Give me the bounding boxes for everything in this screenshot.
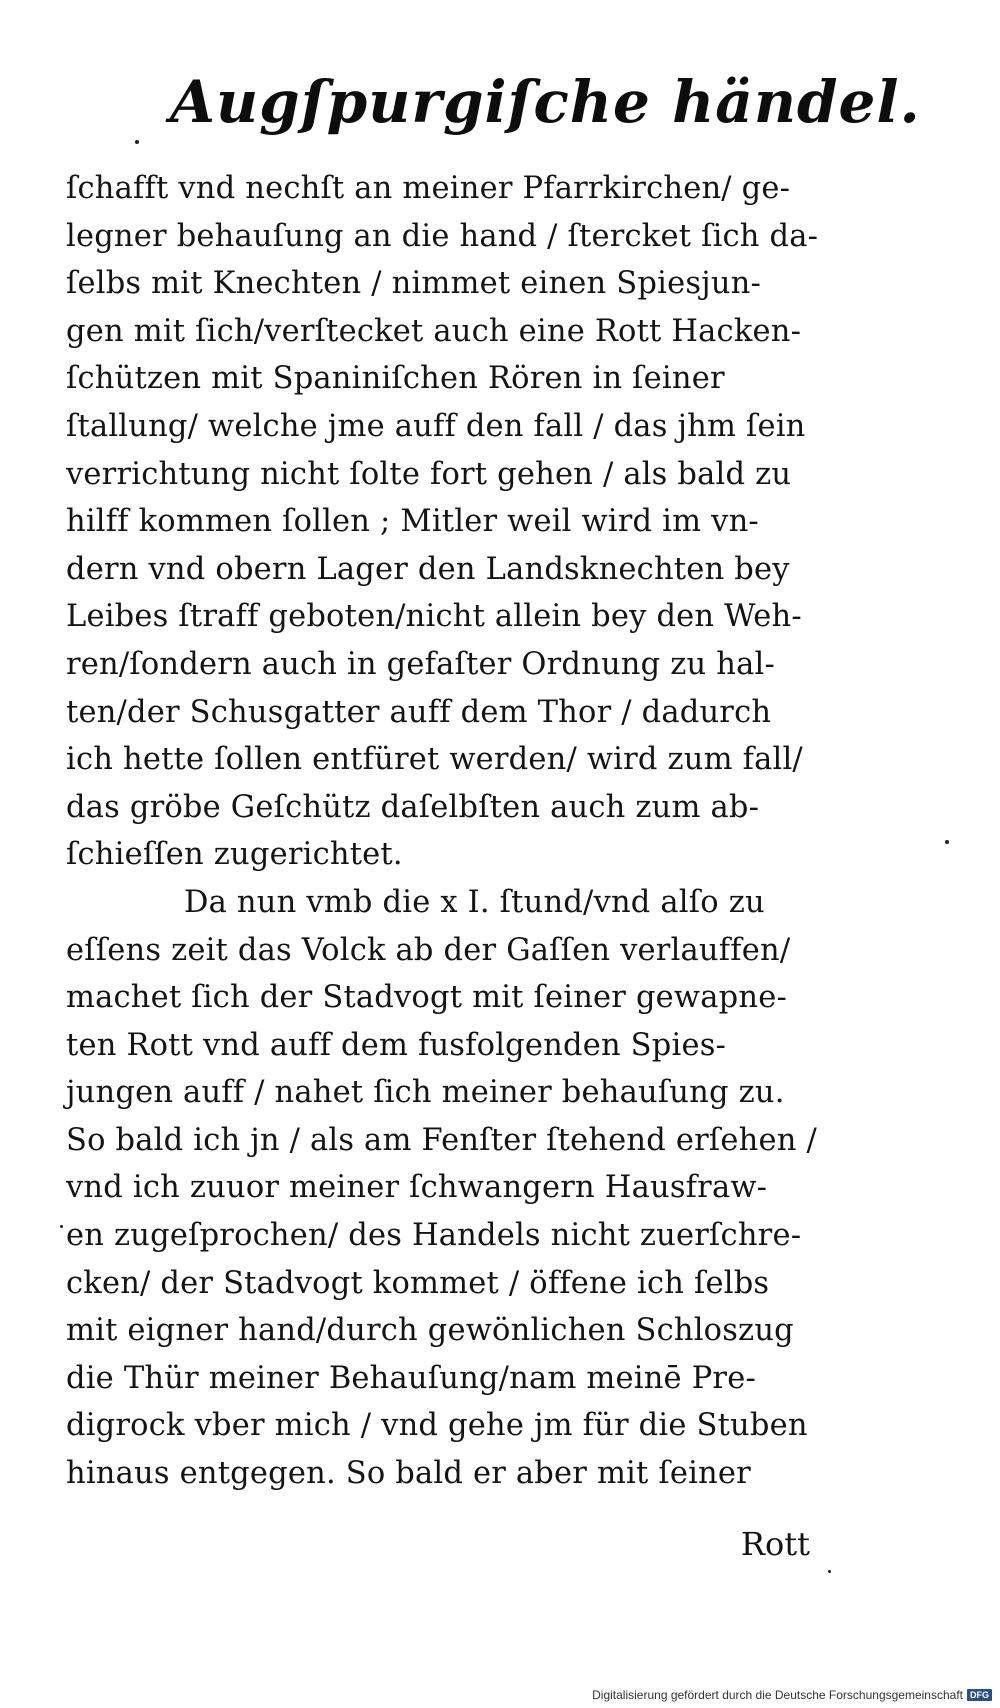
text-line: en zugeſprochen/ des Handels nicht zuerſchre- — [66, 1218, 802, 1254]
text-line: ſchafft vnd nechſt an meiner Pfarrkirchen/ ge- — [66, 171, 791, 206]
scan-speck — [135, 140, 139, 144]
text-line: legner behauſung an die hand / ſtercket ſich da- — [66, 218, 819, 254]
page-body — [66, 165, 819, 1498]
text-line: ſchützen mit Spaniniſchen Rören in ſeiner — [66, 361, 725, 397]
footer-credit: Digitalisierung gefördert durch die Deutsche Forschungsgemeinschaft — [592, 1688, 963, 1702]
text-line: ten Rott vnd auff dem fusfolgenden Spies- — [66, 1027, 727, 1063]
text-line: vnd ich zuuor meiner ſchwangern Hausfraw- — [66, 1170, 768, 1206]
text-line: hilff kommen ſollen ; Mitler weil wird im vn- — [66, 504, 759, 540]
dfg-logo-icon: DFG — [967, 1689, 992, 1701]
scan-speck — [945, 840, 949, 844]
text-line: ich hette ſollen entfüret werden/ wird zum fall/ — [66, 742, 803, 778]
paragraph-2 — [66, 879, 817, 1498]
text-line: Da nun vmb die x I. ſtund/vnd alſo zu — [184, 884, 765, 920]
text-line: verrichtung nicht ſolte fort gehen / als bald zu — [66, 456, 792, 492]
text-line: gen mit ſich/verſtecket auch eine Rott Hacken- — [66, 313, 802, 349]
scan-speck — [828, 1570, 831, 1573]
text-line: Leibes ſtraff geboten/nicht allein bey den Weh- — [66, 599, 802, 635]
text-line: ſchieſſen zugerichtet. — [66, 837, 403, 873]
scan-speck — [60, 1225, 63, 1228]
text-line: So bald ich jn / als am Fenſter ſtehend erſehen / — [66, 1122, 817, 1158]
paragraph-1 — [66, 165, 819, 879]
text-line: eſſens zeit das Volck ab der Gaſſen verlauffen/ — [66, 932, 791, 968]
text-line: jungen auff / nahet ſich meiner behauſung zu. — [66, 1075, 785, 1111]
text-line: ren/ſondern auch in gefaſter Ordnung zu hal- — [66, 646, 775, 682]
text-line: ſelbs mit Knechten / nimmet einen Spiesjun- — [66, 266, 762, 302]
digitization-footer — [592, 1688, 992, 1702]
text-line: machet ſich der Stadvogt mit ſeiner gewapne- — [66, 980, 787, 1016]
text-line: cken/ der Stadvogt kommet / öffene ich ſelbs — [66, 1265, 770, 1301]
text-line: dern vnd obern Lager den Landsknechten bey — [66, 551, 790, 587]
text-line: ſtallung/ welche jme auff den fall / das jhm ſein — [66, 408, 806, 444]
text-line: digrock vber mich / vnd gehe jm für die Stuben — [66, 1408, 808, 1444]
text-line: hinaus entgegen. So bald er aber mit ſeiner — [66, 1456, 751, 1492]
running-header: Augſpurgiſche händel. — [170, 68, 921, 136]
text-line: das gröbe Geſchütz daſelbſten auch zum ab- — [66, 789, 760, 825]
text-line: mit eigner hand/durch gewönlichen Schloszug — [66, 1313, 794, 1349]
catchword: Rott — [740, 1525, 810, 1563]
text-line: ten/der Schusgatter auff dem Thor / dadurch — [66, 694, 772, 730]
text-line: die Thür meiner Behauſung/nam meinē Pre- — [66, 1360, 756, 1396]
